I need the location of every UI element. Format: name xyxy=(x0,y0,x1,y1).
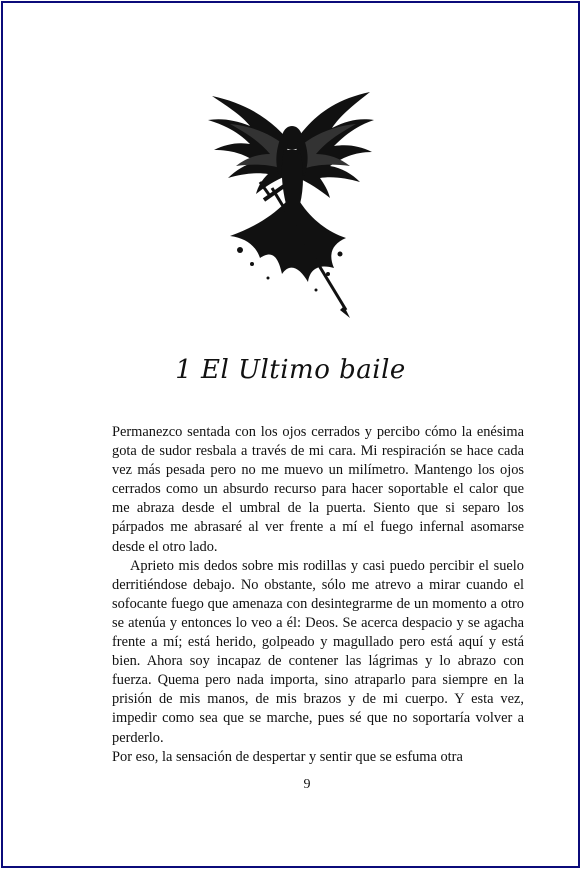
winged-angel-with-sword-icon xyxy=(200,78,380,323)
paragraph: Aprieto mis dedos sobre mis rodillas y casi puedo percibir el suelo derritiéndose debajo. No obstante, sólo me atrevo a mirar cuando el sofocante fuego que amenaza con desintegrarme de un momento a otro se atenúa y entonces lo veo a él: Deos. Se acerca despacio y se agacha frente a mí; está herido, golpeado y magullado pero está aquí y está bien. Ahora soy incapaz de contener las lágrimas y lo abrazo con fuerza. Quema pero nada importa, sino atraparlo para siempre en la prisión de mis manos, de mis brazos y de mi cuerpo. Y esta vez, impedir como sea que se marche, pues sé que no soportaría volver a perderlo. xyxy=(112,557,524,746)
page-number: 9 xyxy=(303,777,311,792)
body-text xyxy=(112,423,524,767)
paragraph: Por eso, la sensación de despertar y sentir que se esfuma otra xyxy=(112,748,463,765)
paragraph: Permanezco sentada con los ojos cerrados y percibo cómo la enésima gota de sudor resbala a través de mi cara. Mi respiración se hace cada vez más pesada pero no me muevo un milímetro. Mantengo los ojos cerrados como un absurdo recurso para hacer soportable el calor que me abraza desde el umbral de la puerta. Siento que si separo los párpados me abrasaré al ver frente a mí el fuego infernal asomarse desde el otro lado. xyxy=(112,424,524,555)
chapter-title: 1 El Ultimo baile xyxy=(175,355,406,385)
